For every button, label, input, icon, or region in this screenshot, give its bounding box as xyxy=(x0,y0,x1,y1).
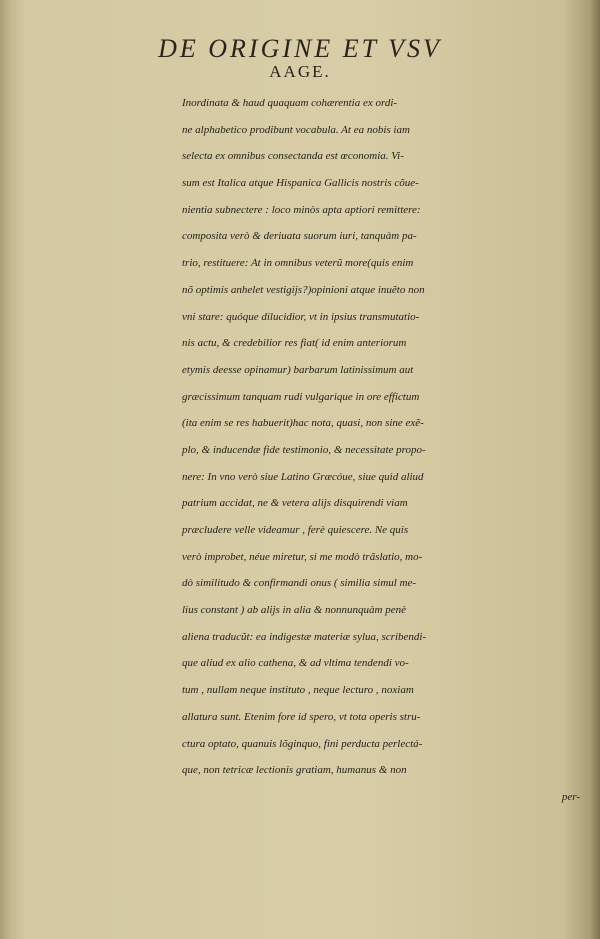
text-line: patrium accidat, ne & vetera alijs disquirendi viam xyxy=(182,497,408,510)
text-line: etymis deesse opinamur) barbarum latinissimum aut xyxy=(182,363,414,376)
text-line: que aliud ex alio cathena, & ad vltima tendendi vo- xyxy=(182,657,409,670)
text-line: plo, & inducendæ fide testimonio, & necessitate propo- xyxy=(182,443,426,456)
text-line: nientia subnectere : loco minòs apta aptiori remittere: xyxy=(182,203,421,216)
section-subhead: AAGE. xyxy=(269,62,331,81)
text-line: aliena traducũt: ea indigestæ materiæ sylua, scribendi- xyxy=(182,630,427,643)
text-line: Inordinata & haud quaquam cohærentia ex ordi- xyxy=(182,97,398,109)
text-line: vni stare: quóque dilucidior, vt in ipsius transmutatio- xyxy=(182,310,420,323)
text-line: ctura optato, quanuis lõginquo, fini perducta perlectá- xyxy=(182,737,423,750)
text-line: nere: In vno verò siue Latino Græcóue, siue quid aliud xyxy=(182,470,424,483)
text-line: verò improbet, néue miretur, si me modò trãslatio, mo- xyxy=(182,550,423,563)
text-line: nõ optimis anhelet vestigijs?)opinioni atque inuẽto non xyxy=(182,283,425,296)
body-text xyxy=(182,90,600,811)
text-line: sum est Italica atque Hispanica Gallicis nostris cõue- xyxy=(182,177,419,190)
text-line: ne alphabetico prodibunt vocabula. At ea nobis iam xyxy=(182,123,410,136)
text-line: selecta ex omnibus consectanda est œconomia. Vi- xyxy=(182,150,404,163)
text-line: (ita enim se res habuerit)hac nota, quasi, non sine exẽ- xyxy=(182,417,424,430)
text-line: lius constant ) ab alijs in alia & nonnunquàm penè xyxy=(182,604,406,617)
text-line: composita verò & deriuata suorum iuri, tanquàm pa- xyxy=(182,230,417,243)
text-line: trio, restituere: At in omnibus veterũ more(quis enim xyxy=(182,257,414,270)
text-line: dò similitudo & confirmandi onus ( similia simul me- xyxy=(182,577,417,590)
text-line: nis actu, & credebilior res fiat( id enim anteriorum xyxy=(182,337,407,350)
running-head: DE ORIGINE ET VSV xyxy=(158,34,442,63)
text-line: græcissimum tanquam rudi vulgarique in ore effictum xyxy=(182,390,420,403)
text-line: que, non tetricæ lectionis gratiam, humanus & non xyxy=(182,764,407,777)
text-line: præcludere velle videamur , ferè quiescere. Ne quis xyxy=(182,524,409,536)
text-line: tum , nullam neque instituto , neque lecturo , noxiam xyxy=(182,684,414,697)
catchword: per- xyxy=(561,790,580,803)
text-line: allatura sunt. Etenim fore id spero, vt tota operis stru- xyxy=(182,710,421,723)
